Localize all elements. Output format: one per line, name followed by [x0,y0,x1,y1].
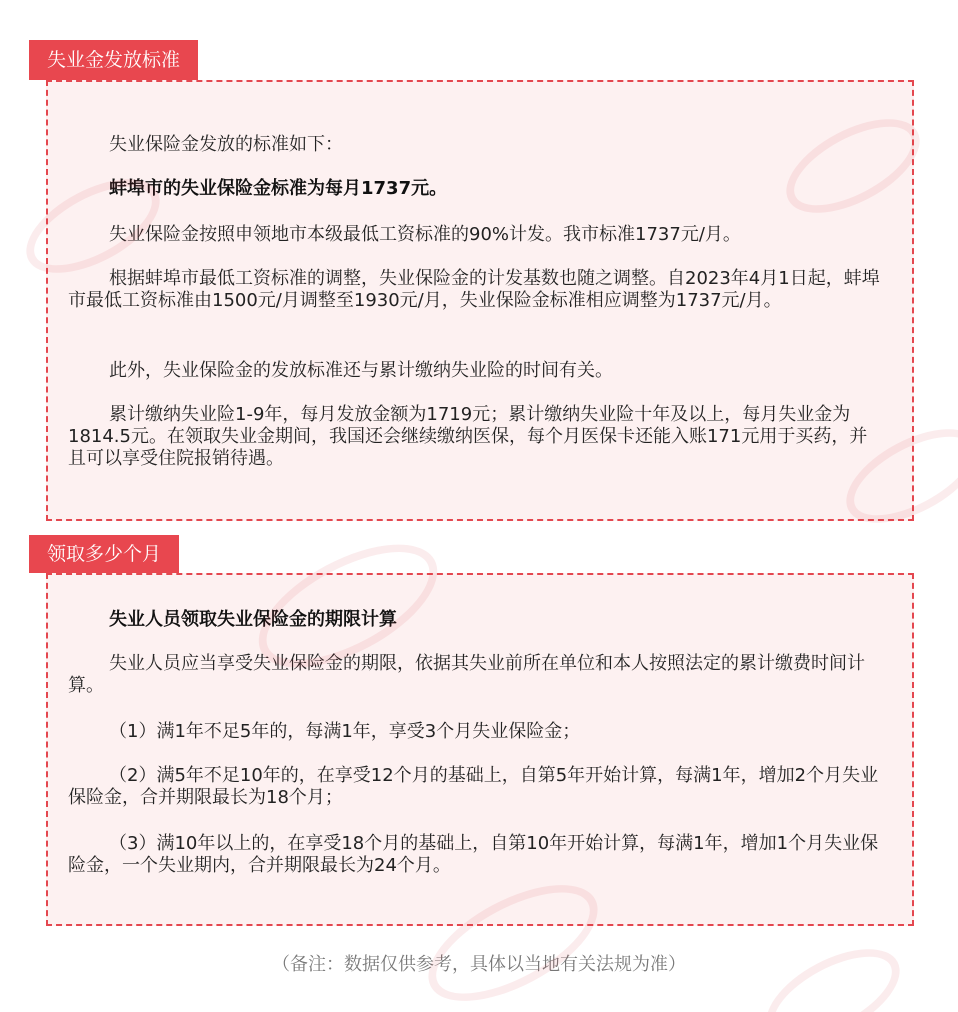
section-tab-payment-standard: 失业金发放标准 [29,40,198,80]
paragraph: （3）满10年以上的，在享受18个月的基础上，自第10年开始计算，每满1年，增加1个月失业保险金，一个失业期内，合并期限最长为24个月。 [68,833,879,876]
paragraph-heading: 蚌埠市的失业保险金标准为每月1737元。 [109,178,448,199]
paragraph: 失业保险金按照申领地市本级最低工资标准的90%计发。我市标准1737元/月。 [109,224,741,245]
paragraph: （1）满1年不足5年的，每满1年，享受3个月失业保险金； [109,721,581,742]
paragraph: 失业人员应当享受失业保险金的期限，依据其失业前所在单位和本人按照法定的累计缴费时间计算。 [68,653,865,696]
footer-note: （备注：数据仅供参考，具体以当地有关法规为准） [272,954,686,975]
paragraph: 此外，失业保险金的发放标准还与累计缴纳失业险的时间有关。 [109,360,613,381]
paragraph: 失业保险金发放的标准如下： [109,134,343,155]
section-box-duration [46,573,914,926]
section-box-payment-standard [46,80,914,521]
section-tab-duration: 领取多少个月 [29,535,179,573]
paragraph: （2）满5年不足10年的，在享受12个月的基础上，自第5年开始计算，每满1年，增加2个月失业保险金，合并期限最长为18个月； [68,765,879,808]
paragraph-heading: 失业人员领取失业保险金的期限计算 [109,609,397,630]
paragraph: 累计缴纳失业险1-9年，每月发放金额为1719元；累计缴纳失业险十年及以上，每月失业金为1814.5元。在领取失业金期间，我国还会继续缴纳医保，每个月医保卡还能入账171元用于买药，并且可以享受住院报销待遇。 [68,404,868,469]
paragraph: 根据蚌埠市最低工资标准的调整，失业保险金的计发基数也随之调整。自2023年4月1日起，蚌埠市最低工资标准由1500元/月调整至1930元/月，失业保险金标准相应调整为1737元/月。 [68,268,880,311]
